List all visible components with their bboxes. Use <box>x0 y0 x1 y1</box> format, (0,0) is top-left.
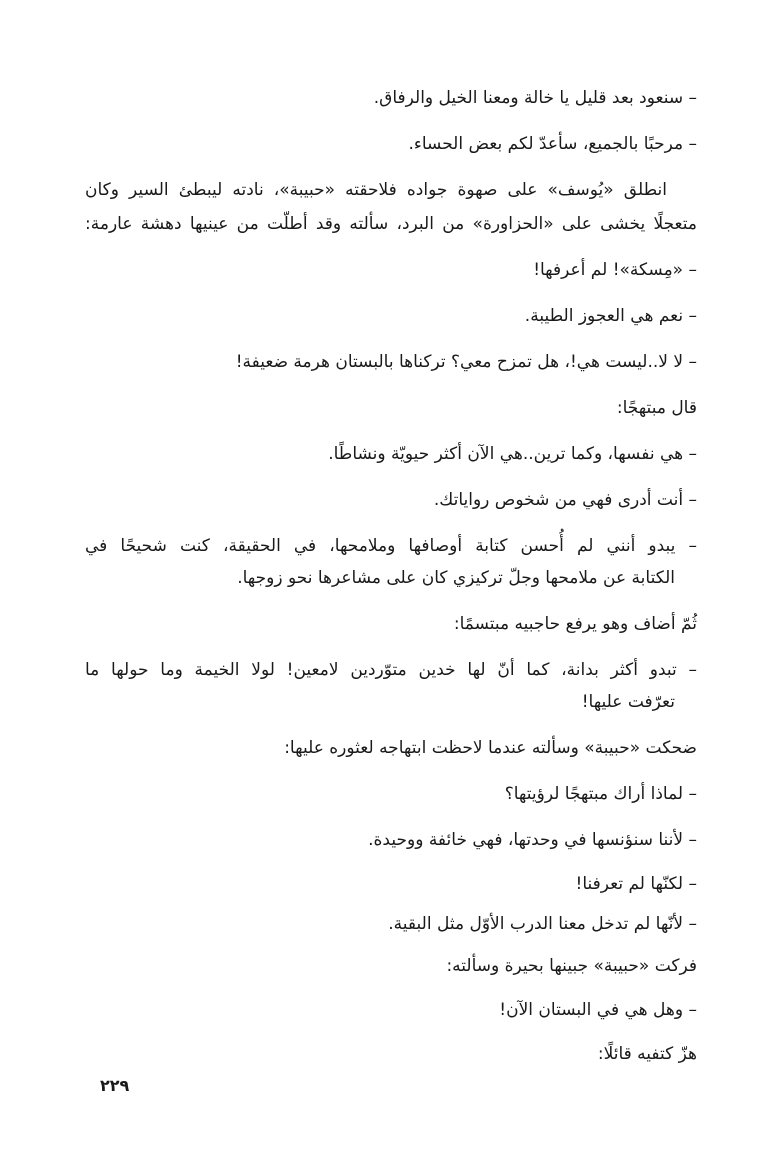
dialogue-line: – أنت أدرى فهي من شخوص رواياتك. <box>433 490 697 510</box>
dialogue-line: – يبدو أنني لم أُحسن كتابة أوصافها وملامحها، في الحقيقة، كنت شحيحًا في <box>85 536 697 556</box>
page-number: ٢٢٩ <box>100 1076 130 1095</box>
narration-line: فركت «حبيبة» جبينها بحيرة وسألته: <box>446 956 697 976</box>
narration-line: هزّ كتفيه قائلًا: <box>597 1044 697 1064</box>
dialogue-line: – «مِسكة»! لم أعرفها! <box>533 260 697 280</box>
dialogue-line: – لأنّها لم تدخل معنا الدرب الأوّل مثل البقية. <box>388 914 697 934</box>
dialogue-line: – سنعود بعد قليل يا خالة ومعنا الخيل والرفاق. <box>373 88 697 108</box>
dialogue-continuation: تعرّفت عليها! <box>581 692 675 712</box>
dialogue-line: – مرحبًا بالجميع، سأعدّ لكم بعض الحساء. <box>408 134 697 154</box>
dialogue-line: – لكنّها لم تعرفنا! <box>575 874 697 894</box>
dialogue-line: – لأننا سنؤنسها في وحدتها، فهي خائفة ووحيدة. <box>368 830 697 850</box>
paragraph-line: متعجلًا يخشى على «الحزاورة» من البرد، سألته وقد أطلّت من عينيها دهشة عارمة: <box>85 214 697 234</box>
text-column <box>85 0 697 1152</box>
dialogue-line: – لماذا أراك مبتهجًا لرؤيتها؟ <box>504 784 697 804</box>
narration-line: ضحكت «حبيبة» وسألته عندما لاحظت ابتهاجه لعثوره عليها: <box>284 738 697 758</box>
dialogue-line: – وهل هي في البستان الآن! <box>499 1000 697 1020</box>
dialogue-continuation: الكتابة عن ملامحها وجلّ تركيزي كان على مشاعرها نحو زوجها. <box>237 568 675 588</box>
dialogue-line: – تبدو أكثر بدانة، كما أنّ لها خدين متوّردين لامعين! لولا الخيمة وما حولها ما <box>85 660 697 680</box>
dialogue-line: – نعم هي العجوز الطيبة. <box>524 306 697 326</box>
dialogue-line: – هي نفسها، وكما ترين..هي الآن أكثر حيويّة ونشاطًا. <box>328 444 697 464</box>
narration-line: ثُمّ أضاف وهو يرفع حاجبيه مبتسمًا: <box>453 614 697 634</box>
dialogue-line: – لا لا..ليست هي!، هل تمزح معي؟ تركناها بالبستان هرمة ضعيفة! <box>235 352 697 372</box>
paragraph-line: انطلق «يُوسف» على صهوة جواده فلاحقته «حبيبة»، نادته ليبطئ السير وكان <box>85 180 667 200</box>
narration-line: قال مبتهجًا: <box>616 398 697 418</box>
